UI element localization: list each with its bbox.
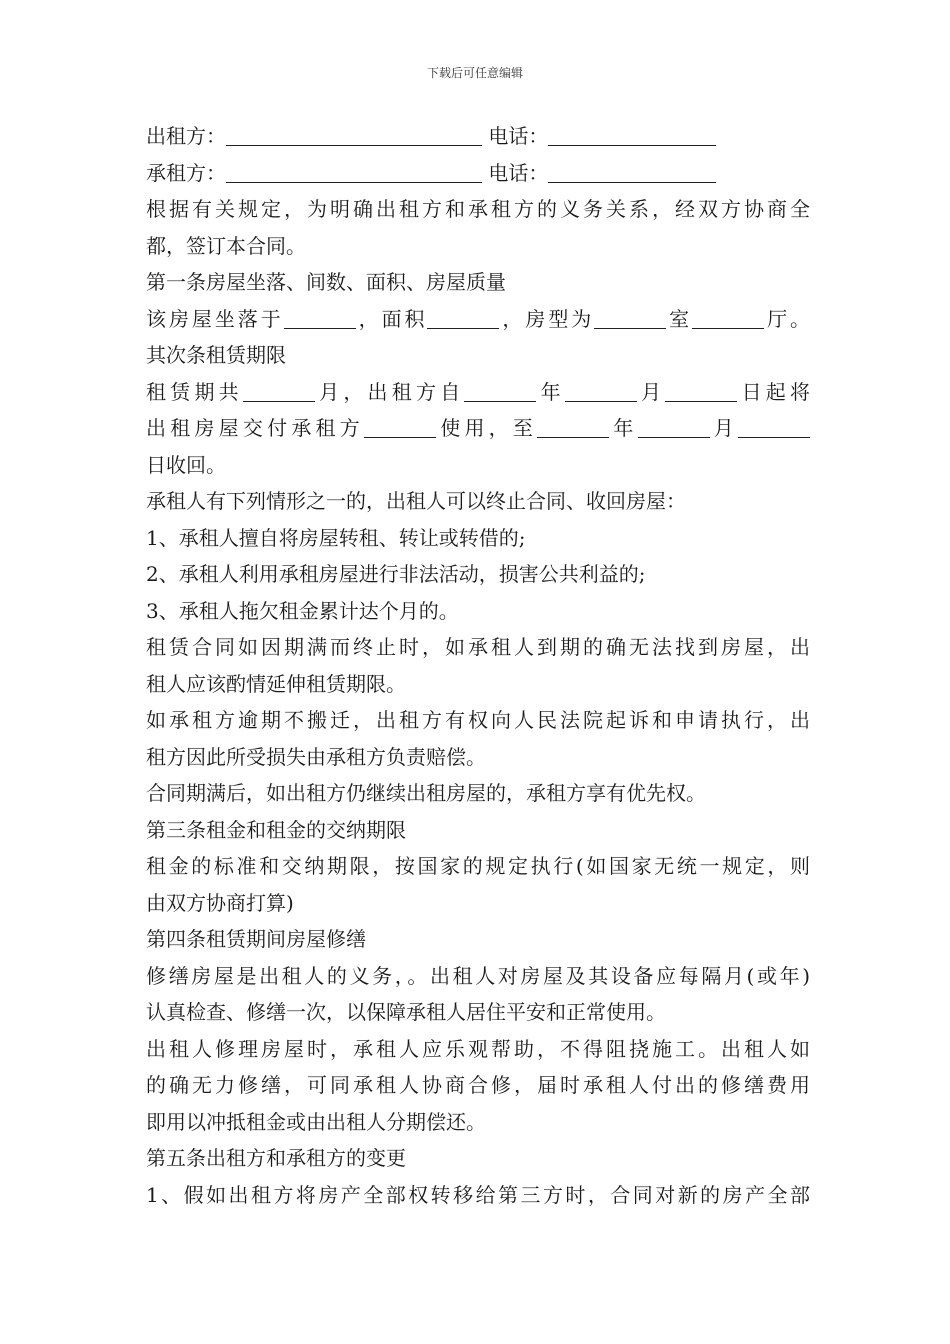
room-text: 室	[666, 306, 693, 331]
start-day-blank[interactable]	[665, 381, 737, 402]
repair-b-line-1: 出租人修理房屋时，承租人应乐观帮助，不得阻挠施工。出租人如	[146, 1036, 810, 1061]
term-text-c: 年	[536, 379, 565, 404]
expire-line-2: 租人应该酌情延伸租赁期限。	[146, 671, 406, 696]
term-months-blank[interactable]	[243, 381, 315, 402]
priority-line: 合同期满后，如出租方仍继续出租房屋的，承租方享有优先权。	[146, 781, 706, 805]
change-line-1: 1、假如出租方将房产全部权转移给第三方时，合同对新的房产全部	[146, 1182, 810, 1207]
location-blank[interactable]	[284, 308, 356, 329]
termination-item-2: 2、承租人利用承租房屋进行非法活动，损害公共利益的;	[146, 562, 646, 586]
term-text-d: 月	[636, 379, 666, 404]
term-line-2	[146, 410, 810, 447]
use-blank[interactable]	[364, 417, 436, 438]
termination-item-3: 3、承租人拖欠租金累计达个月的。	[146, 598, 459, 623]
term-text-i: 月	[709, 416, 739, 440]
location-text: 该房屋坐落于	[146, 306, 284, 331]
hall-text: 厅。	[764, 306, 810, 331]
term-text-h: 年	[609, 416, 638, 440]
hall-blank[interactable]	[692, 308, 764, 329]
article-1-location-line	[146, 301, 810, 338]
lessee-name-blank[interactable]	[226, 162, 482, 183]
type-text: ，房型为	[499, 306, 595, 331]
lessor-name-blank[interactable]	[226, 125, 482, 146]
start-month-blank[interactable]	[565, 381, 637, 402]
termination-intro: 承租人有下列情形之一的，出租人可以终止合同、收回房屋：	[146, 489, 686, 513]
article-3-title: 第三条租金和租金的交纳期限	[146, 817, 406, 842]
lessee-label: 承租方：	[146, 160, 226, 185]
repair-b-line-3: 即用以冲抵租金或由出租人分期偿还。	[146, 1109, 486, 1134]
lessee-line	[146, 155, 810, 192]
term-text-g: 使用，至	[436, 416, 538, 440]
end-day-blank[interactable]	[738, 417, 810, 438]
intro-line-1: 根据有关规定，为明确出租方和承租方的义务关系，经双方协商全	[146, 197, 810, 221]
room-blank[interactable]	[594, 308, 666, 329]
area-blank[interactable]	[427, 308, 499, 329]
lessor-phone-blank[interactable]	[548, 125, 716, 146]
article-1-title: 第一条房屋坐落、间数、面积、房屋质量	[146, 270, 506, 294]
overdue-line-1: 如承租方逾期不搬迁，出租方有权向人民法院起诉和申请执行，出	[146, 708, 810, 732]
term-text-a: 租赁期共	[146, 379, 243, 404]
lessor-label: 出租方：	[146, 124, 226, 148]
repair-a-line-2: 认真检查、修缮一次，以保障承租人居住平安和正常使用。	[146, 1000, 666, 1024]
page-header: 下载后可任意编辑	[426, 66, 523, 80]
term-line-3: 日收回。	[146, 452, 226, 477]
lessee-phone-label: 电话：	[488, 160, 549, 185]
lessor-line	[146, 118, 810, 155]
intro-line-2: 都，签订本合同。	[146, 233, 306, 258]
term-line-1	[146, 374, 810, 411]
repair-a-line-1: 修缮房屋是出租人的义务，。出租人对房屋及其设备应每隔月(或年)	[146, 963, 810, 988]
lessor-phone-label: 电话：	[488, 124, 549, 148]
article-4-title: 第四条租赁期间房屋修缮	[146, 927, 366, 951]
term-text-f: 出租房屋交付承租方	[146, 416, 364, 440]
start-year-blank[interactable]	[464, 381, 536, 402]
overdue-line-2: 租方因此所受损失由承租方负责赔偿。	[146, 744, 486, 769]
term-text-e: 日起将	[737, 379, 810, 404]
term-text-b: 月，出租方自	[314, 379, 465, 404]
termination-item-1: 1、承租人擅自将房屋转租、转让或转借的;	[146, 525, 526, 550]
rent-line-1: 租金的标准和交纳期限，按国家的规定执行(如国家无统一规定，则	[146, 854, 810, 878]
end-month-blank[interactable]	[638, 417, 710, 438]
rent-line-2: 由双方协商打算)	[146, 890, 294, 915]
article-2-title: 其次条租赁期限	[146, 343, 286, 367]
expire-line-1: 租赁合同如因期满而终止时，如承租人到期的确无法找到房屋，出	[146, 635, 810, 659]
end-year-blank[interactable]	[537, 417, 609, 438]
area-text: ，面积	[355, 306, 428, 331]
article-5-title: 第五条出租方和承租方的变更	[146, 1146, 406, 1170]
repair-b-line-2: 的确无力修缮，可同承租人协商合修，届时承租人付出的修缮费用	[146, 1073, 810, 1097]
lessee-phone-blank[interactable]	[548, 162, 716, 183]
contract-body	[146, 118, 810, 1213]
